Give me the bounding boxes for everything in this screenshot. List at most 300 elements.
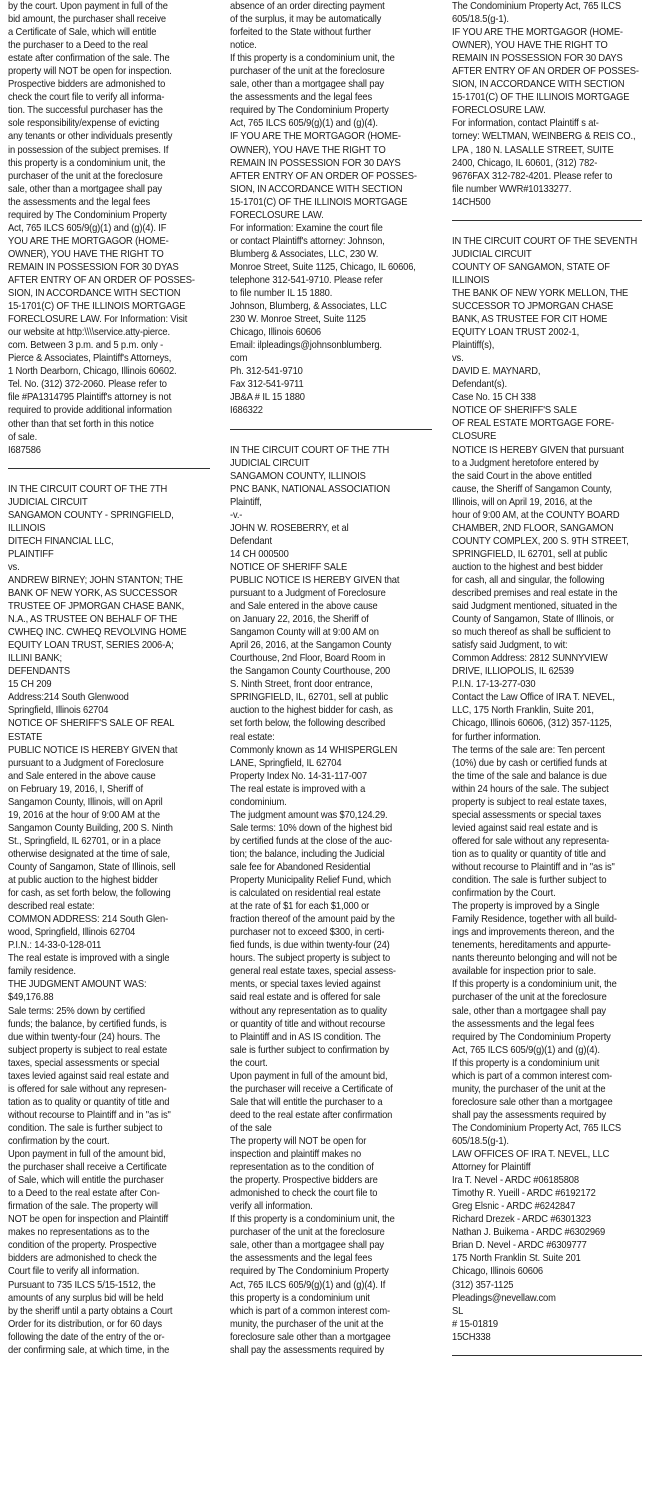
notice-text-line: auction to the highest bidder for cash, as <box>230 705 393 717</box>
notice-text-line: I687586 <box>8 444 41 456</box>
notice-text-line: 15-1701(C) OF THE ILLINOIS MORTGAGE <box>230 196 408 208</box>
notice-text-line: estate after confirmation of the sale. The <box>8 53 170 65</box>
notice-text-line: Springfield, Illinois 62704 <box>8 705 109 717</box>
notice-divider <box>230 429 432 430</box>
notice-text-line: torney: WELTMAN, WEINBERG & REIS CO., <box>452 131 636 143</box>
notice-text-line: Defendant(s). <box>452 379 507 391</box>
notice-text-line: DAVID E. MAYNARD, <box>452 366 541 378</box>
notice-text-line: ILLINOIS <box>8 522 46 534</box>
notice-text-line: AFTER ENTRY OF AN ORDER OF POSSES- <box>8 274 195 286</box>
notice-text-line: for cash, as set forth below, the following <box>8 888 171 900</box>
notice-text-line: Pierce & Associates, Plaintiff's Attorneys, <box>8 353 172 365</box>
notice-text-line: 15-1701(C) OF THE ILLINOIS MORTGAGE <box>8 301 186 313</box>
notice-text-line: DRIVE, ILLIOPOLIS, IL 62539 <box>452 666 574 678</box>
notice-text-line: REMAIN IN POSSESSION FOR 30 DYAS <box>8 261 179 273</box>
notice-text-line: Email: ilpleadings@johnsonblumberg. <box>230 340 382 352</box>
notice-text-line: The terms of the sale are: Ten percent <box>452 744 605 756</box>
notice-text-line: the assessments and the legal fees <box>8 196 151 208</box>
notice-text-line: com <box>230 353 248 365</box>
notice-text-line: THE JUDGMENT AMOUNT WAS: <box>8 979 147 991</box>
notice-text-line: file #PA1314795 Plaintiff's attorney is not <box>8 392 172 404</box>
notice-text-line: this property is a condominium unit <box>230 1292 370 1304</box>
notice-text-line: Order for its distribution, or for 60 days <box>8 1318 162 1330</box>
notice-text-line: the purchaser to a Deed to the real <box>8 40 148 52</box>
notice-text-line: of the sale <box>230 1122 272 1134</box>
notice-text-line: St., Springfield, IL 62701, or in a place <box>8 835 161 847</box>
notice-text-line: Sangamon County, Illinois, will on April <box>8 796 163 808</box>
notice-text-line: purchaser of the unit at the foreclosure <box>230 66 385 78</box>
notice-text-line: AFTER ENTRY OF AN ORDER OF POSSES- <box>230 170 417 182</box>
notice-text-line: auction to the highest and best bidder <box>452 561 603 573</box>
notice-text-line: available for inspection prior to sale. <box>452 966 596 978</box>
notice-text-line: otherwise designated at the time of sale, <box>8 848 170 860</box>
notice-text-line: The real estate is improved with a <box>230 783 366 795</box>
notice-text-line: Act, 765 ILCS 605/9(g)(1) and (g)(4). If <box>230 1279 386 1291</box>
notice-text-line: Property Municipality Relief Fund, which <box>230 875 391 887</box>
notice-text-line: DEFENDANTS <box>8 666 71 678</box>
notice-text-line: Richard Drezek - ARDC #6301323 <box>452 1214 591 1226</box>
notice-text-line: If this property is a condominium unit, the <box>230 53 395 65</box>
notice-text-line: Ph. 312-541-9710 <box>230 366 303 378</box>
notice-text-line: PUBLIC NOTICE IS HEREBY GIVEN that <box>8 744 178 756</box>
notice-text-line: If this property is a condominium unit, the <box>230 1214 395 1226</box>
notice-text-line: IN THE CIRCUIT COURT OF THE 7TH <box>8 483 168 495</box>
notice-text-line: $49,176.88 <box>8 992 54 1004</box>
notice-text-line: admonished to check the court file to <box>230 1188 378 1200</box>
notice-text-line: Sangamon County will at 9:00 AM on <box>230 627 379 639</box>
notice-text-line: TRUSTEE OF JPMORGAN CHASE BANK, <box>8 601 185 613</box>
notice-text-line: sale, other than a mortgagee shall pay <box>230 1240 384 1252</box>
notice-text-line: the purchaser will receive a Certificate of <box>230 1083 393 1095</box>
notice-text-line: Blumberg & Associates, LLC, 230 W. <box>230 248 379 260</box>
notice-text-line: The real estate is improved with a single <box>8 953 170 965</box>
notice-text-line: 14CH500 <box>452 196 491 208</box>
notice-text-line: Act, 765 ILCS 605/9(g)(1) and (g)(4). <box>452 1044 600 1056</box>
notice-text-line: County of Sangamon, State of Illinois, sell <box>8 862 176 873</box>
notice-text-line: subject property is subject to real estate <box>8 1044 168 1056</box>
notice-text-line: LLC, 175 North Franklin, Suite 201, <box>452 705 594 717</box>
notice-text-line: taxes levied against said real estate and <box>8 1070 169 1082</box>
notice-text-line: without recourse to Plaintiff and in "as is" <box>8 1109 171 1121</box>
notice-text-line: ESTATE <box>8 731 43 743</box>
notice-text-line: sale, other than a mortgagee shall pay <box>230 79 384 91</box>
notice-text-line: required by The Condominium Property <box>8 209 167 221</box>
notice-text-line: so much thereof as shall be sufficient to <box>452 627 611 639</box>
notice-text-line: of sale. <box>8 431 38 443</box>
notice-text-line: Courthouse, 2nd Floor, Board Room in <box>230 653 386 665</box>
notice-text-line: confirmation by the court. <box>8 1135 110 1147</box>
notice-text-line: LAW OFFICES OF IRA T. NEVEL, LLC <box>452 1149 610 1161</box>
notice-text-line: LANE, Springfield, IL 62704 <box>230 757 342 769</box>
notice-text-line: is offered for sale without any represen- <box>8 1083 167 1095</box>
notice-text-line: Sale that will entitle the purchaser to a <box>230 1096 383 1108</box>
notice-text-line: and Sale entered in the above cause <box>8 770 156 782</box>
notice-text-line: FORECLOSURE LAW. <box>452 105 546 117</box>
notice-text-line: on January 22, 2016, the Sheriff of <box>230 614 369 626</box>
notice-text-line: Chicago, Illinois 60606 <box>452 1266 543 1278</box>
notice-text-line: NOTICE OF SHERIFF SALE <box>230 561 348 573</box>
notice-text-line: Tel. No. (312) 372-2060. Please refer to <box>8 379 167 391</box>
notice-text-line: confirmation by the Court. <box>452 888 556 900</box>
notice-text-line: fraction thereof of the amount paid by the <box>230 914 395 926</box>
notice-text-line: Upon payment in full of the amount bid, <box>8 1149 166 1161</box>
notice-text-line: due within twenty-four (24) hours. The <box>8 1031 161 1043</box>
notice-text-line: PLAINTIFF <box>8 548 54 560</box>
notice-text-line: COUNTY COMPLEX, 200 S. 9TH STREET, <box>452 535 629 547</box>
column-1 <box>8 0 205 1357</box>
notice-text-line: Pursuant to 735 ILCS 5/15-1512, the <box>8 1279 156 1291</box>
notice-text-line: or contact Plaintiff's attorney: Johnson, <box>230 235 385 247</box>
notice-text-line: the property. Prospective bidders are <box>230 1175 378 1187</box>
notice-text-line: 15CH338 <box>452 1331 491 1343</box>
notice-text-line: Illinois, will on April 19, 2016, at the <box>452 496 593 508</box>
notice-text-line: COUNTY OF SANGAMON, STATE OF <box>452 261 610 273</box>
notice-text-line: April 26, 2016, at the Sangamon County <box>230 640 392 652</box>
notice-text-line: Nathan J. Buikema - ARDC #6302969 <box>452 1227 606 1239</box>
notice-text-line: wood, Springfield, Illinois 62704 <box>8 927 136 939</box>
notice-divider <box>452 220 642 221</box>
notice-text-line: Property Index No. 14-31-117-007 <box>230 770 367 782</box>
notice-text-line: Prospective bidders are admonished to <box>8 79 166 91</box>
notice-text-line: property is subject to real estate taxes, <box>452 796 607 808</box>
notice-text-line: taxes, special assessments or special <box>8 1057 160 1069</box>
notice-text-line: said real estate and is offered for sale <box>230 992 381 1004</box>
notice-text-line: general real estate taxes, special assess- <box>230 966 396 978</box>
notice-text-line: JUDICIAL CIRCUIT <box>452 248 532 260</box>
notice-text-line: The Condominium Property Act, 765 ILCS <box>452 1 622 12</box>
notice-text-line: SION, IN ACCORDANCE WITH SECTION <box>8 288 181 300</box>
notice-text-line: family residence. <box>8 966 76 978</box>
notice-text-line: IN THE CIRCUIT COURT OF THE SEVENTH <box>452 235 638 247</box>
notice-text-line: shall pay the assessments required by <box>230 1344 385 1356</box>
notice-text-line: OWNER), YOU HAVE THE RIGHT TO <box>8 248 164 260</box>
notice-text-line: tion; the balance, including the Judicial <box>230 848 385 860</box>
column-3 <box>452 0 649 1344</box>
notice-text-line: offered for sale without any representa- <box>452 835 610 847</box>
notice-text-line: 2400, Chicago, IL 60601, (312) 782- <box>452 157 598 169</box>
notice-text-line: JUDICIAL CIRCUIT <box>8 496 88 508</box>
notice-text-line: OWNER), YOU HAVE THE RIGHT TO <box>452 40 608 52</box>
notice-text-line: NOT be open for inspection and Plaintiff <box>8 1214 169 1226</box>
legal-notice <box>230 444 427 1357</box>
notice-text-line: DITECH FINANCIAL LLC, <box>8 535 114 547</box>
notice-divider <box>8 468 210 469</box>
notice-text-line: fied funds, is due within twenty-four (24) <box>230 940 390 952</box>
notice-text-line: for cash, all and singular, the following <box>452 574 605 586</box>
notice-text-line: which is part of a common interest com- <box>452 1070 613 1082</box>
notice-text-line: # 15-01819 <box>452 1318 498 1330</box>
notice-text-line: this property is a condominium unit, the <box>8 157 166 169</box>
notice-text-line: which is part of a common interest com- <box>230 1305 391 1317</box>
notice-text-line: 175 North Franklin St. Suite 201 <box>452 1253 581 1265</box>
notice-text-line: condition. The sale is further subject to <box>452 875 607 887</box>
notice-text-line: Chicago, Illinois 60606, (312) 357-1125, <box>452 718 612 730</box>
notice-text-line: to a Deed to the real estate after Con- <box>8 1188 160 1200</box>
notice-text-line: sole responsibility/expense of evicting <box>8 118 160 130</box>
notice-text-line: purchaser of the unit at the foreclosure <box>230 1227 385 1239</box>
notice-text-line: Contact the Law Office of IRA T. NEVEL, <box>452 692 615 704</box>
notice-text-line: EQUITY LOAN TRUST, SERIES 2006-A; <box>8 640 174 652</box>
notice-text-line: OWNER), YOU HAVE THE RIGHT TO <box>230 144 386 156</box>
legal-notice <box>8 483 205 1357</box>
notice-text-line: telephone 312-541-9710. Please refer <box>230 274 383 286</box>
notice-text-line: OF REAL ESTATE MORTGAGE FORE- <box>452 418 615 430</box>
notice-text-line: real estate: <box>230 731 275 743</box>
notice-text-line: representation as to the condition of <box>230 1162 374 1174</box>
notice-text-line: 15-1701(C) OF THE ILLINOIS MORTGAGE <box>452 92 630 104</box>
notice-text-line: ments, or special taxes levied against <box>230 979 381 991</box>
notice-text-line: Plaintiff(s), <box>452 340 495 352</box>
notice-text-line: ILLINOIS <box>452 274 490 286</box>
notice-text-line: YOU ARE THE MORTGAGOR (HOME- <box>8 235 169 247</box>
notice-text-line: com. Between 3 p.m. and 5 p.m. only - <box>8 340 164 352</box>
notice-text-line: ings and improvements thereon, and the <box>452 927 615 939</box>
notice-text-line: CWHEQ INC. CWHEQ REVOLVING HOME <box>8 627 187 639</box>
notice-text-line: Common Address: 2812 SUNNYVIEW <box>452 653 608 665</box>
notice-text-line: condominium. <box>230 796 287 808</box>
notice-text-line: vs. <box>8 561 20 573</box>
notice-text-line: N.A., AS TRUSTEE ON BEHALF OF THE <box>8 614 178 626</box>
notice-text-line: property will NOT be open for inspection. <box>8 66 172 78</box>
notice-text-line: CHAMBER, 2ND FLOOR, SANGAMON <box>452 522 614 534</box>
notice-text-line: IF YOU ARE THE MORTGAGOR (HOME- <box>452 27 623 39</box>
notice-text-line: JB&A # IL 15 1880 <box>230 392 305 404</box>
notice-text-line: vs. <box>452 353 464 365</box>
notice-text-line: Monroe Street, Suite 1125, Chicago, IL 60606, <box>230 261 416 273</box>
notice-text-line: Family Residence, together with all build- <box>452 914 617 926</box>
notice-text-line: condition of the property. Prospective <box>8 1240 157 1252</box>
column-2 <box>230 0 427 1357</box>
notice-text-line: PNC BANK, NATIONAL ASSOCIATION <box>230 483 390 495</box>
notice-text-line: SION, IN ACCORDANCE WITH SECTION <box>230 183 403 195</box>
notice-text-line: Ira T. Nevel - ARDC #06185808 <box>452 1175 579 1187</box>
notice-text-line: levied against said real estate and is <box>452 822 598 834</box>
notice-text-line: tion. The successful purchaser has the <box>8 105 163 117</box>
notice-text-line: FORECLOSURE LAW. For Information: Visit <box>8 314 188 326</box>
notice-text-line: 605/18.5(g-1). <box>452 1135 509 1147</box>
notice-text-line: funds; the balance, by certified funds, is <box>8 1018 167 1030</box>
notice-text-line: the purchaser shall receive a Certificate <box>8 1162 167 1174</box>
notice-text-line: any tenants or other individuals presently <box>8 131 173 143</box>
notice-text-line: in possession of the subject premises. If <box>8 144 169 156</box>
notice-text-line: satisfy said Judgment, to wit: <box>452 640 568 652</box>
notice-text-line: The property is improved by a Single <box>452 901 600 913</box>
notice-text-line: For information, contact Plaintiff s at- <box>452 118 599 130</box>
notice-text-line: PUBLIC NOTICE IS HEREBY GIVEN that <box>230 574 400 586</box>
legal-notice <box>8 0 205 457</box>
notice-text-line: Attorney for Plaintiff <box>452 1162 531 1174</box>
notice-text-line: our website at http:\\\\service.atty-pierce. <box>8 327 170 339</box>
notice-text-line: -v.- <box>230 509 243 521</box>
notice-text-line: NOTICE OF SHERIFF'S SALE <box>452 405 577 417</box>
notice-text-line: tation as to quality or quantity of title and <box>8 1096 170 1108</box>
notice-text-line: by the sheriff until a party obtains a Court <box>8 1305 173 1317</box>
notice-text-line: check the court file to verify all informa- <box>8 92 165 104</box>
notice-text-line: P.I.N.: 14-33-0-128-011 <box>8 940 102 952</box>
notice-text-line: S. Ninth Street, front door entrance, <box>230 679 373 691</box>
notice-text-line: the said Court in the above entitled <box>452 470 592 482</box>
notice-text-line: Chicago, Illinois 60606 <box>230 327 321 339</box>
notice-text-line: der confirming sale, at which time, in the <box>8 1344 170 1356</box>
notice-text-line: required by The Condominium Property <box>230 105 389 117</box>
notice-text-line: cause, the Sheriff of Sangamon County, <box>452 483 612 495</box>
notice-text-line: LPA , 180 N. LASALLE STREET, SUITE <box>452 144 614 156</box>
notice-text-line: 14 CH 000500 <box>230 548 289 560</box>
notice-text-line: said Judgment mentioned, situated in the <box>452 601 618 613</box>
notice-text-line: Fax 312-541-9711 <box>230 379 304 391</box>
notice-text-line: verify all information. <box>230 1201 313 1213</box>
notice-text-line: sale is further subject to confirmation by <box>230 1044 390 1056</box>
notice-text-line: tenements, hereditaments and appurte- <box>452 940 611 952</box>
notice-text-line: Brian D. Nevel - ARDC #6309777 <box>452 1240 587 1252</box>
notice-text-line: CLOSURE <box>452 431 497 443</box>
notice-text-line: described premises and real estate in the <box>452 588 618 600</box>
notice-text-line: Upon payment in full of the amount bid, <box>230 1070 388 1082</box>
notice-text-line: ANDREW BIRNEY; JOHN STANTON; THE <box>8 574 183 586</box>
notice-text-line: Pleadings@nevellaw.com <box>452 1292 556 1304</box>
notice-text-line: JOHN W. ROSEBERRY, et al <box>230 522 349 534</box>
notice-text-line: Address:214 South Glenwood <box>8 692 129 704</box>
notice-text-line: inspection and plaintiff makes no <box>230 1149 362 1161</box>
legal-notice <box>452 235 649 1344</box>
notice-text-line: to a Judgment heretofore entered by <box>452 457 599 469</box>
notice-text-line: SUCCESSOR TO JPMORGAN CHASE <box>452 300 614 312</box>
notice-text-line: IN THE CIRCUIT COURT OF THE 7TH <box>230 444 390 456</box>
notice-text-line: IF YOU ARE THE MORTGAGOR (HOME- <box>230 131 401 143</box>
notice-text-line: makes no representations as to the <box>8 1227 150 1239</box>
notice-text-line: REMAIN IN POSSESSION FOR 30 DAYS <box>230 157 401 169</box>
notice-text-line: munity, the purchaser of the unit at the <box>230 1318 384 1330</box>
notice-text-line: Sale terms: 25% down by certified <box>8 1005 145 1017</box>
notice-text-line: bid amount, the purchaser shall receive <box>8 14 166 26</box>
notice-text-line: BANK, AS TRUSTEE FOR CIT HOME <box>452 314 608 326</box>
notice-text-line: without any representation as to quality <box>230 1005 387 1017</box>
notice-text-line: sale fee for Abandoned Residential <box>230 862 371 873</box>
notice-text-line: purchaser of the unit at the foreclosure <box>8 170 163 182</box>
notice-text-line: for further information. <box>452 731 541 743</box>
notice-text-line: 230 W. Monroe Street, Suite 1125 <box>230 314 366 326</box>
notice-text-line: munity, the purchaser of the unit at the <box>452 1083 606 1095</box>
notice-text-line: at the rate of $1 for each $1,000 or <box>230 901 370 913</box>
notice-text-line: the time of the sale and balance is due <box>452 770 607 782</box>
notice-text-line: and Sale entered in the above cause <box>230 601 378 613</box>
notice-text-line: forfeited to the State without further <box>230 27 371 39</box>
notice-text-line: 605/18.5(g-1). <box>452 14 509 26</box>
notice-text-line: SPRINGFIELD, IL 62701, sell at public <box>452 548 608 560</box>
notice-text-line: sale, other than a mortgagee shall pay <box>8 183 162 195</box>
notice-text-line: If this property is a condominium unit <box>452 1057 600 1069</box>
notice-text-line: amounts of any surplus bid will be held <box>8 1292 164 1304</box>
notice-text-line: within 24 hours of the sale. The subject <box>452 783 609 795</box>
notice-text-line: a Certificate of Sale, which will entitle <box>8 27 157 39</box>
notice-text-line: required by The Condominium Property <box>230 1266 389 1278</box>
notice-text-line: Case No. 15 CH 338 <box>452 392 536 404</box>
notice-text-line: at public auction to the highest bidder <box>8 875 158 887</box>
notice-text-line: to Plaintiff and in AS IS condition. The <box>230 1031 381 1043</box>
notice-text-line: purchaser not to exceed $300, in certi- <box>230 927 385 939</box>
notice-text-line: 19, 2016 at the hour of 9:00 AM at the <box>8 809 160 821</box>
notice-text-line: to file number IL 15 1880. <box>230 288 333 300</box>
notice-text-line: hours. The subject property is subject to <box>230 953 391 965</box>
notice-text-line: the assessments and the legal fees <box>230 92 373 104</box>
notice-text-line: I686322 <box>230 405 263 417</box>
notice-text-line: THE BANK OF NEW YORK MELLON, THE <box>452 287 629 299</box>
notice-text-line: pursuant to a Judgment of Foreclosure <box>230 588 386 600</box>
notice-text-line: firmation of the sale. The property will <box>8 1201 158 1213</box>
notice-text-line: Court file to verify all information. <box>8 1266 140 1278</box>
notice-text-line: COMMON ADDRESS: 214 South Glen- <box>8 914 169 926</box>
notice-text-line: EQUITY LOAN TRUST 2002-1, <box>452 327 580 339</box>
notice-text-line: file number WWR#10133277. <box>452 183 572 195</box>
notice-text-line: Act, 765 ILCS 605/9(g)(1) and (g)(4). IF <box>8 222 167 234</box>
notice-text-line: condition. The sale is further subject to <box>8 1122 163 1134</box>
notice-text-line: The property will NOT be open for <box>230 1135 367 1147</box>
notice-text-line: Commonly known as 14 WHISPERGLEN <box>230 744 398 756</box>
notice-text-line: ILLINI BANK; <box>8 653 62 665</box>
notice-text-line: The judgment amount was $70,124.29. <box>230 809 388 821</box>
notice-text-line: County of Sangamon, State of Illinois, or <box>452 614 614 626</box>
notice-text-line: absence of an order directing payment <box>230 1 385 12</box>
notice-text-line: by certified funds at the close of the auc- <box>230 835 393 847</box>
notice-text-line: NOTICE OF SHERIFF'S SALE OF REAL <box>8 718 175 730</box>
notice-text-line: 15 CH 209 <box>8 679 52 691</box>
notice-text-line: by the court. Upon payment in full of the <box>8 1 168 12</box>
notice-text-line: special assessments or special taxes <box>452 809 601 821</box>
notice-text-line: Timothy R. Yueill - ARDC #6192172 <box>452 1188 596 1200</box>
notice-text-line: other than that set forth in this notice <box>8 418 154 430</box>
notice-text-line: Act, 765 ILCS 605/9(g)(1) and (g)(4). <box>230 118 378 130</box>
notice-text-line: If this property is a condominium unit, the <box>452 979 617 991</box>
notice-text-line: BANK OF NEW YORK, AS SUCCESSOR <box>8 588 178 600</box>
notice-text-line: following the date of the entry of the or- <box>8 1331 165 1343</box>
notice-text-line: the court. <box>230 1057 268 1069</box>
notice-text-line: without recourse to Plaintiff and in "as is" <box>452 862 615 873</box>
legal-notice <box>230 0 427 418</box>
notice-text-line: on February 19, 2016, I, Sheriff of <box>8 783 143 795</box>
notice-text-line: bidders are admonished to check the <box>8 1253 157 1265</box>
notice-text-line: (312) 357-1125 <box>452 1279 514 1291</box>
notice-text-line: AFTER ENTRY OF AN ORDER OF POSSES- <box>452 66 639 78</box>
notice-text-line: the assessments and the legal fees <box>452 1018 595 1030</box>
notice-text-line: tion as to quality or quantity of title and <box>452 848 606 860</box>
notice-text-line: of Sale, which will entitle the purchaser <box>8 1175 164 1187</box>
notice-text-line: foreclosure sale other than a mortgagee <box>452 1096 613 1108</box>
notice-text-line: sale, other than a mortgagee shall pay <box>452 1005 606 1017</box>
notice-text-line: SANGAMON COUNTY, ILLINOIS <box>230 470 366 482</box>
notice-text-line: JUDICIAL CIRCUIT <box>230 457 310 469</box>
notice-text-line: described real estate: <box>8 901 95 913</box>
notice-text-line: Greg Elsnic - ARDC #6242847 <box>452 1201 576 1213</box>
notice-text-line: NOTICE IS HEREBY GIVEN that pursuant <box>452 444 624 456</box>
notice-text-line: FORECLOSURE LAW. <box>230 209 324 221</box>
notice-text-line: Sangamon County Building, 200 S. Ninth <box>8 822 173 834</box>
notice-text-line: required by The Condominium Property <box>452 1031 611 1043</box>
notice-text-line: Defendant <box>230 535 272 547</box>
notice-text-line: notice. <box>230 40 257 52</box>
notice-text-line: SANGAMON COUNTY - SPRINGFIELD, <box>8 509 174 521</box>
notice-text-line: 1 North Dearborn, Chicago, Illinois 60602. <box>8 366 177 378</box>
notice-text-line: hour of 9:00 AM, at the COUNTY BOARD <box>452 509 620 521</box>
notice-text-line: For information: Examine the court file <box>230 222 383 234</box>
notice-divider <box>452 1355 642 1356</box>
notice-text-line: purchaser of the unit at the foreclosure <box>452 992 607 1004</box>
notice-text-line: foreclosure sale other than a mortgagee <box>230 1331 391 1343</box>
notice-text-line: deed to the real estate after confirmation <box>230 1109 393 1121</box>
notice-text-line: The Condominium Property Act, 765 ILCS <box>452 1122 622 1134</box>
notice-text-line: SION, IN ACCORDANCE WITH SECTION <box>452 79 625 91</box>
notice-text-line: nants thereunto belonging and will not be <box>452 953 618 965</box>
notice-text-line: SPRINGFIELD, IL, 62701, sell at public <box>230 692 389 704</box>
